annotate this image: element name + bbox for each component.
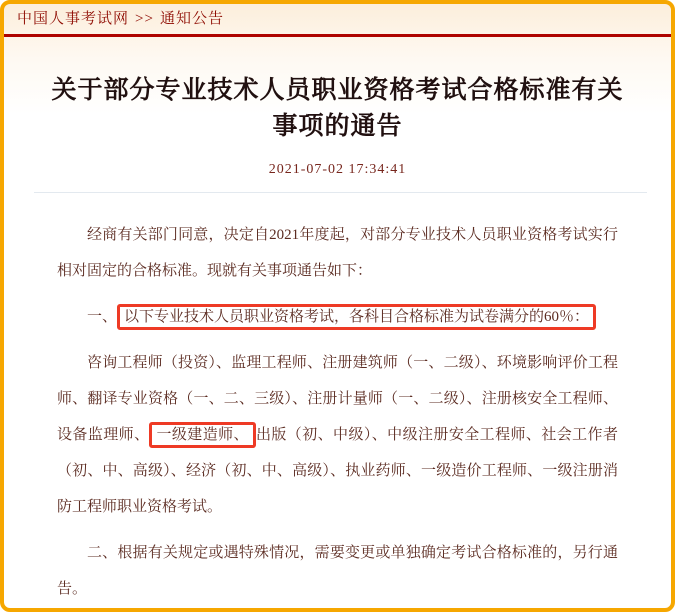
breadcrumb-site-link[interactable]: 中国人事考试网 <box>17 11 130 27</box>
page-title-line-2: 事项的通告 <box>272 113 403 140</box>
highlight-box-pass-standard: 以下专业技术人员职业资格考试，各科目合格标准为试卷满分的60％： <box>117 304 596 330</box>
breadcrumb-separator: >> <box>135 11 154 27</box>
breadcrumb <box>4 4 671 34</box>
page-title-line-1: 关于部分专业技术人员职业资格考试合格标准有关 <box>51 77 624 104</box>
header-divider-rule <box>4 34 671 37</box>
article-body <box>4 193 671 607</box>
exam-list-before-text: 咨询工程师（投资）、监理工程师、注册建筑师（一、二级）、环境影响评价工程师、翻译专业资格（一、二、三级）、注册计量师（一、二级）、注册核安全工程师、设备监理师、 <box>57 355 618 443</box>
paragraph-item2-text: 二、根据有关规定或遇特殊情况，需要变更或单独确定考试合格标准的，另行通告。 <box>57 545 618 597</box>
page-title <box>32 73 643 145</box>
paragraph-intro <box>57 217 618 289</box>
exam-list-after-text: 出版（初、中级）、中级注册安全工程师、社会工作者（初、中、高级）、经济（初、中、高级）、执业药师、一级造价工程师、一级注册消防工程师职业资格考试。 <box>57 427 618 515</box>
paragraph-item2 <box>57 535 618 607</box>
publish-timestamp: 2021-07-02 17:34:41 <box>268 162 407 177</box>
breadcrumb-section-link[interactable]: 通知公告 <box>159 11 224 27</box>
highlight-box-first-class-constructor: 一级建造师、 <box>149 422 255 448</box>
paragraph-intro-text: 经商有关部门同意，决定自2021年度起，对部分专业技术人员职业资格考试实行相对固定的合格标准。现就有关事项通告如下： <box>57 227 618 279</box>
paragraph-item1-prefix: 一、 <box>87 309 118 325</box>
paragraph-exam-list <box>57 345 618 525</box>
paragraph-item1 <box>57 299 618 335</box>
